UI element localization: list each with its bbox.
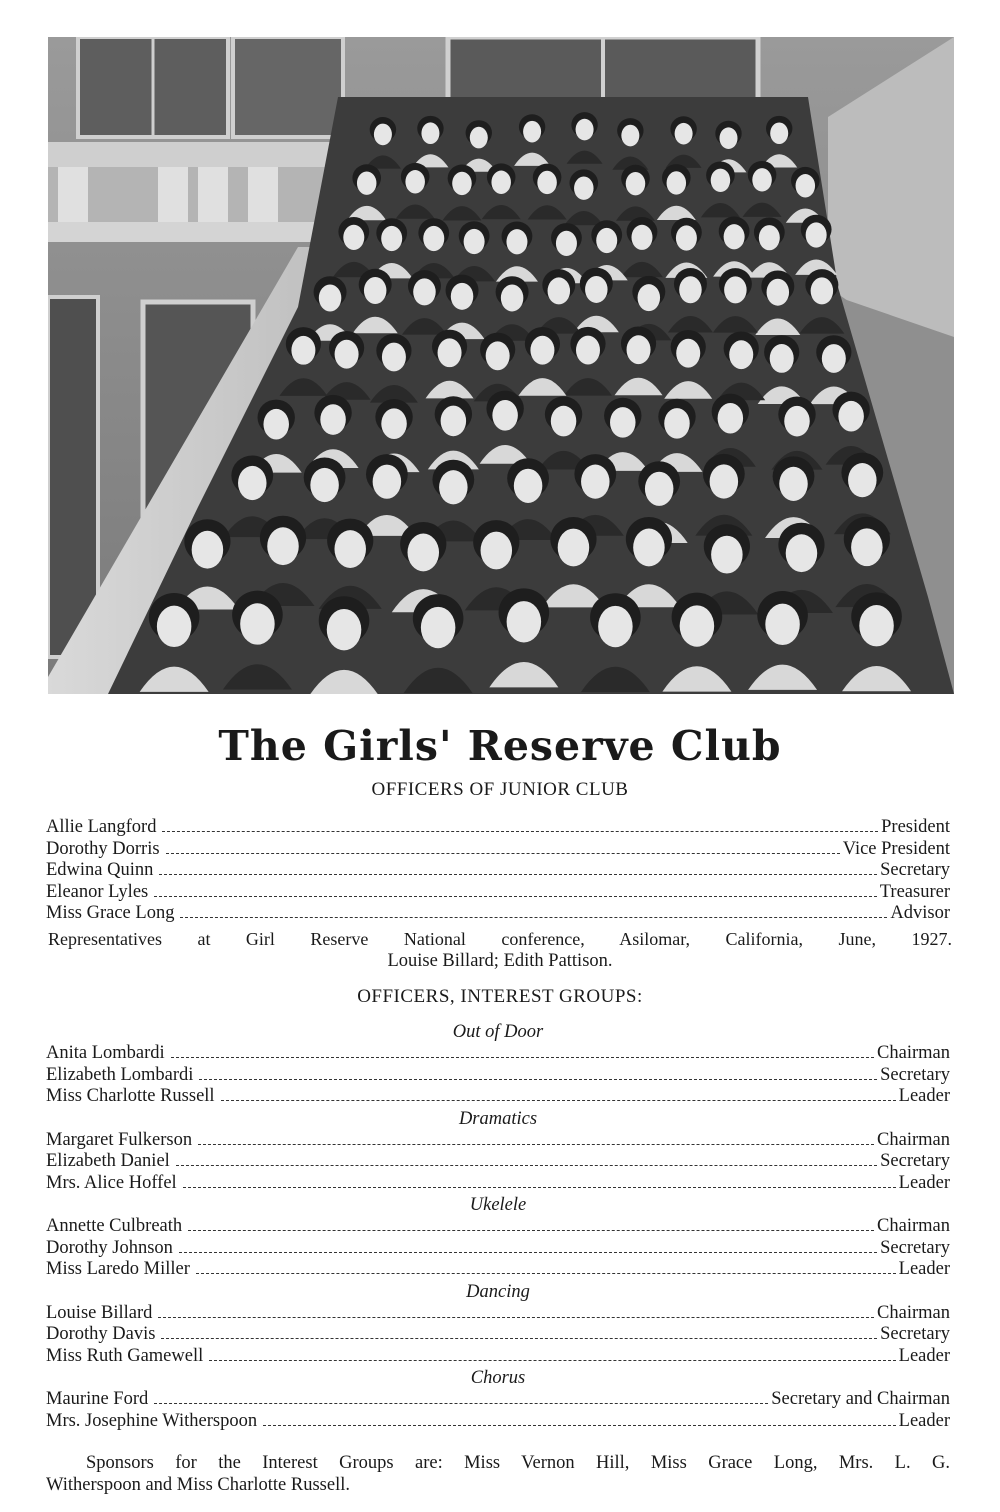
photo-face xyxy=(638,284,661,311)
photo-face xyxy=(423,226,444,251)
member-row xyxy=(46,1216,950,1238)
photo-face xyxy=(770,122,788,144)
photo-face xyxy=(720,127,738,149)
photo-face xyxy=(452,172,472,195)
member-row xyxy=(46,1389,950,1411)
photo-face xyxy=(310,468,339,502)
member-role: Secretary xyxy=(880,1237,950,1258)
photo-face xyxy=(364,277,387,304)
photo-face xyxy=(486,341,510,370)
group-title: Dancing xyxy=(466,1281,530,1302)
photo-face xyxy=(679,276,702,303)
leader-dots xyxy=(221,1100,896,1101)
photo-face xyxy=(676,225,697,250)
member-name: Miss Ruth Gamewell xyxy=(46,1345,204,1366)
member-name: Maurine Ford xyxy=(46,1389,149,1409)
member-role: Secretary xyxy=(880,1324,950,1344)
photo-face xyxy=(334,530,366,568)
photo-face xyxy=(796,174,816,197)
photo-face xyxy=(192,531,224,569)
member-name: Anita Lombardi xyxy=(46,1043,165,1063)
photo-face xyxy=(343,225,364,250)
officer-row xyxy=(46,839,950,861)
photo-face xyxy=(811,277,834,304)
officer-role: Secretary xyxy=(880,860,950,880)
leader-dots xyxy=(158,1317,874,1318)
leader-dots xyxy=(161,1338,877,1339)
leader-dots xyxy=(162,831,878,832)
member-role: Chairman xyxy=(877,1216,950,1236)
photo-face xyxy=(537,171,557,194)
leader-dots xyxy=(154,1403,768,1404)
photo-face xyxy=(718,403,744,434)
photo-face xyxy=(711,536,743,574)
member-name: Mrs. Alice Hoffel xyxy=(46,1172,177,1193)
photo-face xyxy=(770,344,794,373)
photo-face xyxy=(470,127,488,149)
group-title: Chorus xyxy=(470,1368,526,1388)
photo-face xyxy=(492,400,518,431)
photo-face xyxy=(506,229,527,254)
member-role: Leader xyxy=(898,1172,950,1193)
representatives-names: Louise Billard; Edith Pattison. xyxy=(387,951,613,971)
photo-face xyxy=(711,169,731,192)
leader-dots xyxy=(263,1425,896,1426)
member-row xyxy=(46,1303,950,1325)
photo-face xyxy=(664,408,690,439)
photo-face xyxy=(464,229,485,254)
leader-dots xyxy=(199,1079,877,1080)
member-role: Leader xyxy=(898,1345,950,1366)
photo-face xyxy=(335,340,359,369)
photo-face xyxy=(441,406,467,437)
member-name: Louise Billard xyxy=(46,1302,153,1323)
photo-face xyxy=(645,472,674,506)
photo-face xyxy=(710,464,739,498)
photo-face xyxy=(408,534,440,572)
photo-face xyxy=(267,527,299,565)
photo-face xyxy=(859,605,894,646)
photo-face xyxy=(421,122,439,144)
member-name: Mrs. Josephine Witherspoon xyxy=(46,1410,258,1431)
photo-face xyxy=(729,340,753,369)
photo-face xyxy=(501,284,524,311)
member-role: Secretary xyxy=(880,1064,950,1085)
photo-face xyxy=(481,532,512,570)
leader-dots xyxy=(209,1360,895,1361)
member-role: Leader xyxy=(898,1410,950,1431)
officer-name: Eleanor Lyles xyxy=(46,881,149,902)
member-row xyxy=(46,1411,950,1433)
photo-face xyxy=(838,401,864,432)
officer-role: President xyxy=(881,817,950,837)
photo-face xyxy=(421,607,456,648)
officer-row xyxy=(46,817,950,839)
leader-dots xyxy=(154,896,877,897)
photo-face xyxy=(507,601,542,642)
photo-face xyxy=(724,276,747,303)
photo-face xyxy=(576,336,600,365)
photo-face xyxy=(263,409,289,440)
member-row xyxy=(46,1259,950,1281)
photo-face xyxy=(680,605,715,646)
officer-name: Edwina Quinn xyxy=(46,860,154,880)
photo-face xyxy=(381,408,407,439)
member-role: Leader xyxy=(898,1259,950,1279)
officer-role: Vice President xyxy=(842,838,950,859)
photo-face xyxy=(784,406,810,437)
member-name: Miss Charlotte Russell xyxy=(46,1086,215,1106)
photo-face xyxy=(548,277,571,304)
photo-face xyxy=(523,121,541,143)
officer-role: Advisor xyxy=(890,903,950,923)
member-row xyxy=(46,1151,950,1173)
photo-face xyxy=(238,466,267,500)
group-title: Ukelele xyxy=(469,1195,527,1215)
leader-dots xyxy=(198,1144,874,1145)
member-name: Annette Culbreath xyxy=(46,1216,183,1236)
member-role: Chairman xyxy=(877,1043,950,1063)
photo-face xyxy=(759,225,780,250)
photo-face xyxy=(786,534,818,572)
member-row xyxy=(46,1346,950,1368)
photo-face xyxy=(576,119,594,141)
member-row xyxy=(46,1324,950,1346)
photo-face xyxy=(585,276,608,303)
interest-groups-list xyxy=(46,1021,950,1432)
leader-dots xyxy=(180,917,887,918)
junior-officers-list xyxy=(46,817,950,925)
photo-face xyxy=(724,224,745,249)
photo-face xyxy=(633,529,665,567)
photo-face xyxy=(848,463,877,497)
member-role: Leader xyxy=(898,1086,950,1106)
officer-role: Treasurer xyxy=(879,881,950,902)
member-role: Secretary xyxy=(880,1151,950,1171)
sponsors-line-continued: Witherspoon and Miss Charlotte Russell. xyxy=(46,1475,350,1495)
photo-face xyxy=(357,171,377,194)
leader-dots xyxy=(196,1273,896,1274)
photo-face xyxy=(767,279,790,306)
photo-face xyxy=(405,170,425,193)
leader-dots xyxy=(171,1057,874,1058)
member-role: Secretary and Chairman xyxy=(771,1389,950,1409)
group-title: Out of Door xyxy=(452,1022,544,1042)
leader-dots xyxy=(166,853,840,854)
group-title: Dramatics xyxy=(458,1108,538,1129)
officer-name: Dorothy Dorris xyxy=(46,838,160,859)
photo-face xyxy=(327,609,362,650)
member-row xyxy=(46,1130,950,1152)
photo-face xyxy=(806,222,827,247)
photo-face xyxy=(779,467,808,501)
page-title: The Girls' Reserve Club xyxy=(218,722,782,770)
leader-dots xyxy=(188,1230,874,1231)
member-name: Elizabeth Daniel xyxy=(46,1151,170,1171)
photo-face xyxy=(675,123,693,145)
photo-face xyxy=(291,336,315,365)
photo-face xyxy=(667,171,687,194)
sponsors-line: Sponsors for the Interest Groups are: Miss Vernon Hill, Miss Grace Long, Mrs. L. G. xyxy=(86,1453,950,1473)
photo-face xyxy=(157,606,192,647)
photo-face xyxy=(438,338,462,367)
photo-face xyxy=(596,228,617,253)
photo-face xyxy=(382,343,406,372)
interest-groups-heading: OFFICERS, INTEREST GROUPS: xyxy=(357,986,643,1007)
member-name: Elizabeth Lombardi xyxy=(46,1064,194,1085)
photo-face xyxy=(381,226,402,251)
officer-name: Allie Langford xyxy=(46,817,157,837)
photo-face xyxy=(598,606,633,647)
photo-face xyxy=(530,336,554,365)
photo-face xyxy=(320,404,346,435)
photo-face xyxy=(514,469,543,503)
leader-dots xyxy=(159,874,877,875)
representatives-line: Representatives at Girl Reserve National conference, Asilomar, California, June, 1927. xyxy=(48,929,952,949)
photo-face xyxy=(621,125,639,147)
photo-face xyxy=(626,172,646,195)
member-row xyxy=(46,1238,950,1260)
photo-face xyxy=(373,465,402,499)
photo-face xyxy=(451,283,474,310)
photo-face xyxy=(491,171,511,194)
photo-face xyxy=(556,231,577,256)
photo-face xyxy=(558,529,590,567)
leader-dots xyxy=(179,1252,877,1253)
photo-face xyxy=(319,284,342,311)
photo-face xyxy=(851,528,883,566)
member-name: Dorothy Johnson xyxy=(46,1237,173,1258)
leader-dots xyxy=(183,1187,896,1188)
photo-face xyxy=(765,604,800,645)
member-row xyxy=(46,1065,950,1087)
photo-face xyxy=(439,470,468,504)
leader-dots xyxy=(176,1165,877,1166)
photo-face xyxy=(374,124,392,146)
photo-face xyxy=(574,177,594,200)
member-name: Margaret Fulkerson xyxy=(46,1129,193,1150)
member-row xyxy=(46,1043,950,1065)
member-name: Miss Laredo Miller xyxy=(46,1259,190,1279)
member-role: Chairman xyxy=(877,1129,950,1150)
photo-face xyxy=(581,465,610,499)
member-row xyxy=(46,1173,950,1195)
photo-face xyxy=(627,335,651,364)
photo-face xyxy=(610,407,636,438)
officer-row xyxy=(46,860,950,882)
photo-face xyxy=(822,344,846,373)
photo-face xyxy=(240,603,274,644)
officer-row xyxy=(46,882,950,904)
officer-row xyxy=(46,903,950,925)
photo-face xyxy=(631,225,652,250)
group-photo xyxy=(48,37,954,694)
photo-face xyxy=(551,406,577,437)
photo-face xyxy=(752,168,772,191)
photo-face xyxy=(413,278,436,305)
photo-face xyxy=(676,339,700,368)
member-row xyxy=(46,1086,950,1108)
officer-name: Miss Grace Long xyxy=(46,903,175,923)
member-role: Chairman xyxy=(877,1302,950,1323)
junior-club-heading: OFFICERS OF JUNIOR CLUB xyxy=(371,779,629,800)
member-name: Dorothy Davis xyxy=(46,1324,156,1344)
